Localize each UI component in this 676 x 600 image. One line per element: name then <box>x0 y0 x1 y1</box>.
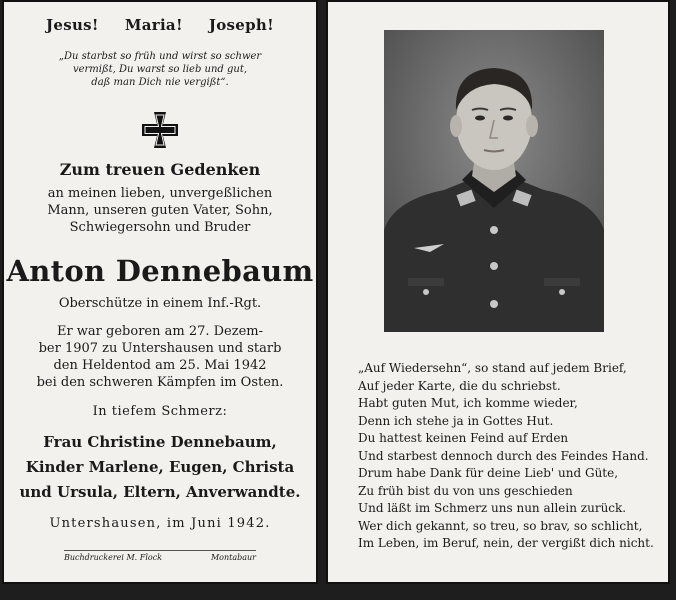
biography-text <box>14 323 306 391</box>
heading-maria: Maria! <box>124 16 183 34</box>
poem-line: Habt guten Mut, ich komme wieder, <box>358 396 578 410</box>
mourners-list <box>10 430 310 505</box>
poem-line: Denn ich stehe ja in Gottes Hut. <box>358 413 554 428</box>
poem-line: Drum habe Dank für deine Lieb' und Güte, <box>358 466 619 480</box>
grief-heading: In tiefem Schmerz: <box>92 404 228 419</box>
poem-line: Und läßt im Schmerz uns nun allein zurück. <box>358 501 627 515</box>
motto-line: daß man Dich nie vergißt“. <box>91 77 229 88</box>
poem-line: Wer dich gekannt, so treu, so brav, so schlicht, <box>358 518 643 533</box>
memorial-card-photo-panel <box>326 0 670 584</box>
heading-joseph: Joseph! <box>208 16 275 34</box>
military-rank: Oberschütze in einem Inf.-Rgt. <box>58 296 262 311</box>
motto-line: „Du starbst so früh und wirst so schwer <box>58 51 262 62</box>
biography-line: bei den schweren Kämpfen im Osten. <box>36 375 284 390</box>
printer-name: Buchdruckerei M. Flock <box>64 553 163 562</box>
biography-line: Er war geboren am 27. Dezem- <box>56 324 264 339</box>
deceased-name: Anton Dennebaum <box>6 254 314 288</box>
biography-line: den Heldentod am 25. Mai 1942 <box>53 358 267 373</box>
dedication-line: Schwiegersohn und Bruder <box>69 220 251 235</box>
dedication-line: Mann, unseren guten Vater, Sohn, <box>47 203 273 218</box>
dedication-text <box>16 185 304 236</box>
mourners-line: Frau Christine Dennebaum, <box>43 433 277 451</box>
mourners-line: und Ursula, Eltern, Anverwandte. <box>19 483 301 501</box>
place-and-date: Untershausen, im Juni 1942. <box>49 516 271 531</box>
soldier-portrait-photo <box>384 30 604 332</box>
poem-line: Im Leben, im Beruf, nein, der vergißt dich nicht. <box>358 536 654 550</box>
poem-line: Du hattest keinen Feind auf Erden <box>358 431 569 445</box>
memorial-card-text-panel <box>2 0 318 584</box>
remembrance-title: Zum treuen Gedenken <box>59 160 261 179</box>
poem-line: „Auf Wiedersehn“, so stand auf jedem Brief, <box>358 361 627 375</box>
memorial-poem <box>358 360 658 553</box>
poem-line: Auf jeder Karte, die du schriebst. <box>358 378 561 393</box>
heading-jesus: Jesus! <box>45 16 99 34</box>
poem-line: Und starbest dennoch durch des Feindes Hand. <box>358 448 649 463</box>
iron-cross-icon <box>140 110 180 150</box>
printer-town: Montabaur <box>210 553 256 562</box>
religious-heading <box>4 16 316 34</box>
dedication-line: an meinen lieben, unvergeßlichen <box>47 186 273 201</box>
mourners-line: Kinder Marlene, Eugen, Christa <box>25 458 295 476</box>
poem-line: Zu früh bist du von uns geschieden <box>358 483 573 498</box>
biography-line: ber 1907 zu Untershausen und starb <box>38 341 282 356</box>
printer-imprint <box>64 550 256 562</box>
motto-verse <box>24 50 296 89</box>
motto-line: vermißt, Du warst so lieb und gut, <box>72 64 248 75</box>
